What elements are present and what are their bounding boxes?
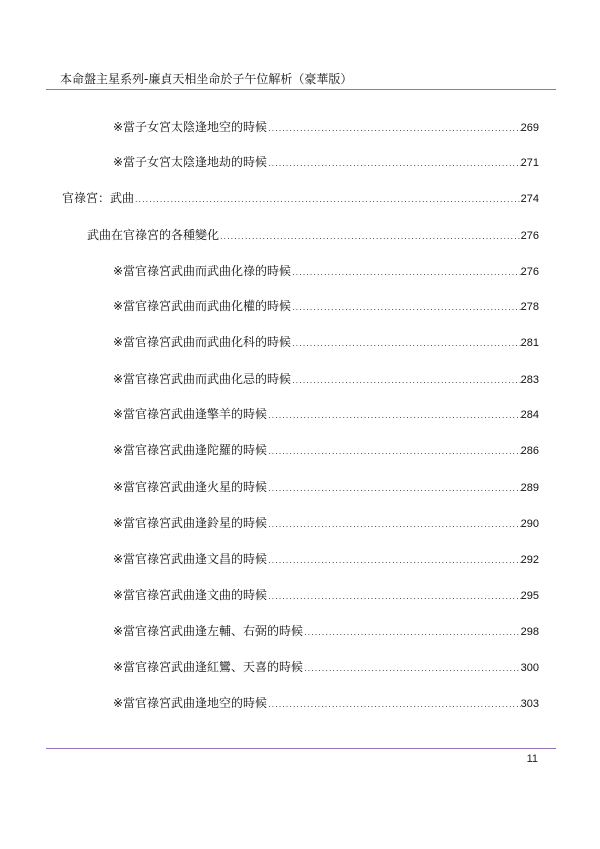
toc-entry-page: 269 — [520, 122, 539, 134]
toc-dot-leader — [267, 443, 521, 461]
toc-dot-leader — [267, 516, 521, 534]
toc-entry-page: 300 — [520, 662, 539, 674]
toc-dot-leader — [291, 372, 521, 390]
toc-dot-leader — [267, 407, 521, 425]
toc-dot-leader — [267, 552, 521, 570]
toc-entry-title: ※當官祿宮武曲而武曲化忌的時候 — [113, 372, 292, 386]
toc-dot-leader — [303, 624, 521, 642]
toc-entry-title: ※當官祿宮武曲逢紅鸞、天喜的時候 — [113, 660, 304, 674]
toc-dot-leader — [267, 120, 521, 138]
toc-entry-page: 271 — [520, 157, 539, 169]
toc-entry[interactable] — [113, 118, 539, 136]
toc-dot-leader — [267, 155, 521, 173]
page-number: 11 — [526, 753, 538, 765]
toc-entry-title: ※當官祿宮武曲逢擎羊的時候 — [113, 407, 268, 421]
toc-entry-page: 276 — [520, 266, 539, 278]
toc-entry[interactable] — [113, 694, 539, 712]
toc-entry-page: 286 — [520, 445, 539, 457]
toc-entry-title: ※當子女宮太陰逢地劫的時候 — [113, 155, 268, 169]
toc-entry-page: 274 — [520, 193, 539, 205]
toc-entry-title: ※當官祿宮武曲逢文昌的時候 — [113, 552, 268, 566]
toc-entry-title: ※當官祿宮武曲逢左輔、右弼的時候 — [113, 624, 304, 638]
toc-entry[interactable] — [113, 658, 539, 676]
toc-entry[interactable] — [113, 441, 539, 459]
toc-dot-leader — [267, 588, 521, 606]
toc-dot-leader — [134, 191, 521, 209]
toc-entry[interactable] — [113, 370, 539, 388]
toc-entry[interactable] — [113, 262, 539, 280]
toc-entry-page: 276 — [520, 230, 539, 242]
toc-entry-page: 284 — [520, 409, 539, 421]
toc-dot-leader — [267, 696, 521, 714]
toc-entry[interactable] — [113, 586, 539, 604]
toc-entry[interactable] — [87, 226, 539, 244]
toc-entry-title: ※當官祿宮武曲逢鈴星的時候 — [113, 516, 268, 530]
toc-dot-leader — [291, 264, 521, 282]
toc-entry-page: 281 — [520, 337, 539, 349]
toc-entry-title: ※當官祿宮武曲而武曲化權的時候 — [113, 299, 292, 313]
toc-entry[interactable] — [113, 153, 539, 171]
toc-entry-title: ※當子女宮太陰逢地空的時候 — [113, 120, 268, 134]
toc-entry-page: 298 — [520, 626, 539, 638]
toc-entry[interactable] — [113, 514, 539, 532]
toc-entry-title: ※當官祿宮武曲逢火星的時候 — [113, 480, 268, 494]
toc-entry-page: 295 — [520, 590, 539, 602]
toc-entry-title: ※當官祿宮武曲而武曲化科的時候 — [113, 335, 292, 349]
running-header: 本命盤主星系列-廉貞天相坐命於子午位解析（豪華版） — [60, 72, 353, 86]
toc-entry[interactable] — [113, 478, 539, 496]
toc-entry-title: ※當官祿宮武曲逢陀羅的時候 — [113, 443, 268, 457]
toc-entry[interactable] — [113, 297, 539, 315]
toc-entry-title: 武曲在官祿宮的各種變化 — [87, 228, 220, 242]
toc-entry-title: ※當官祿宮武曲逢地空的時候 — [113, 696, 268, 710]
toc-entry-page: 278 — [520, 301, 539, 313]
toc-entry-page: 289 — [520, 482, 539, 494]
toc-entry-page: 290 — [520, 518, 539, 530]
toc-entry[interactable] — [113, 405, 539, 423]
toc-entry-page: 303 — [520, 698, 539, 710]
toc-dot-leader — [291, 299, 521, 317]
toc-dot-leader — [303, 660, 521, 678]
toc-entry-page: 283 — [520, 374, 539, 386]
toc-entry-title: ※當官祿宮武曲逢文曲的時候 — [113, 588, 268, 602]
toc-dot-leader — [219, 228, 521, 246]
toc-entry[interactable] — [113, 333, 539, 351]
footer-divider — [46, 748, 556, 749]
toc-entry[interactable] — [62, 189, 539, 207]
toc-entry-title: 官祿宮：武曲 — [62, 191, 135, 205]
toc-entry[interactable] — [113, 550, 539, 568]
toc-entry[interactable] — [113, 622, 539, 640]
toc-dot-leader — [291, 335, 521, 353]
toc-dot-leader — [267, 480, 521, 498]
toc-entry-page: 292 — [520, 554, 539, 566]
toc-entry-title: ※當官祿宮武曲而武曲化祿的時候 — [113, 264, 292, 278]
